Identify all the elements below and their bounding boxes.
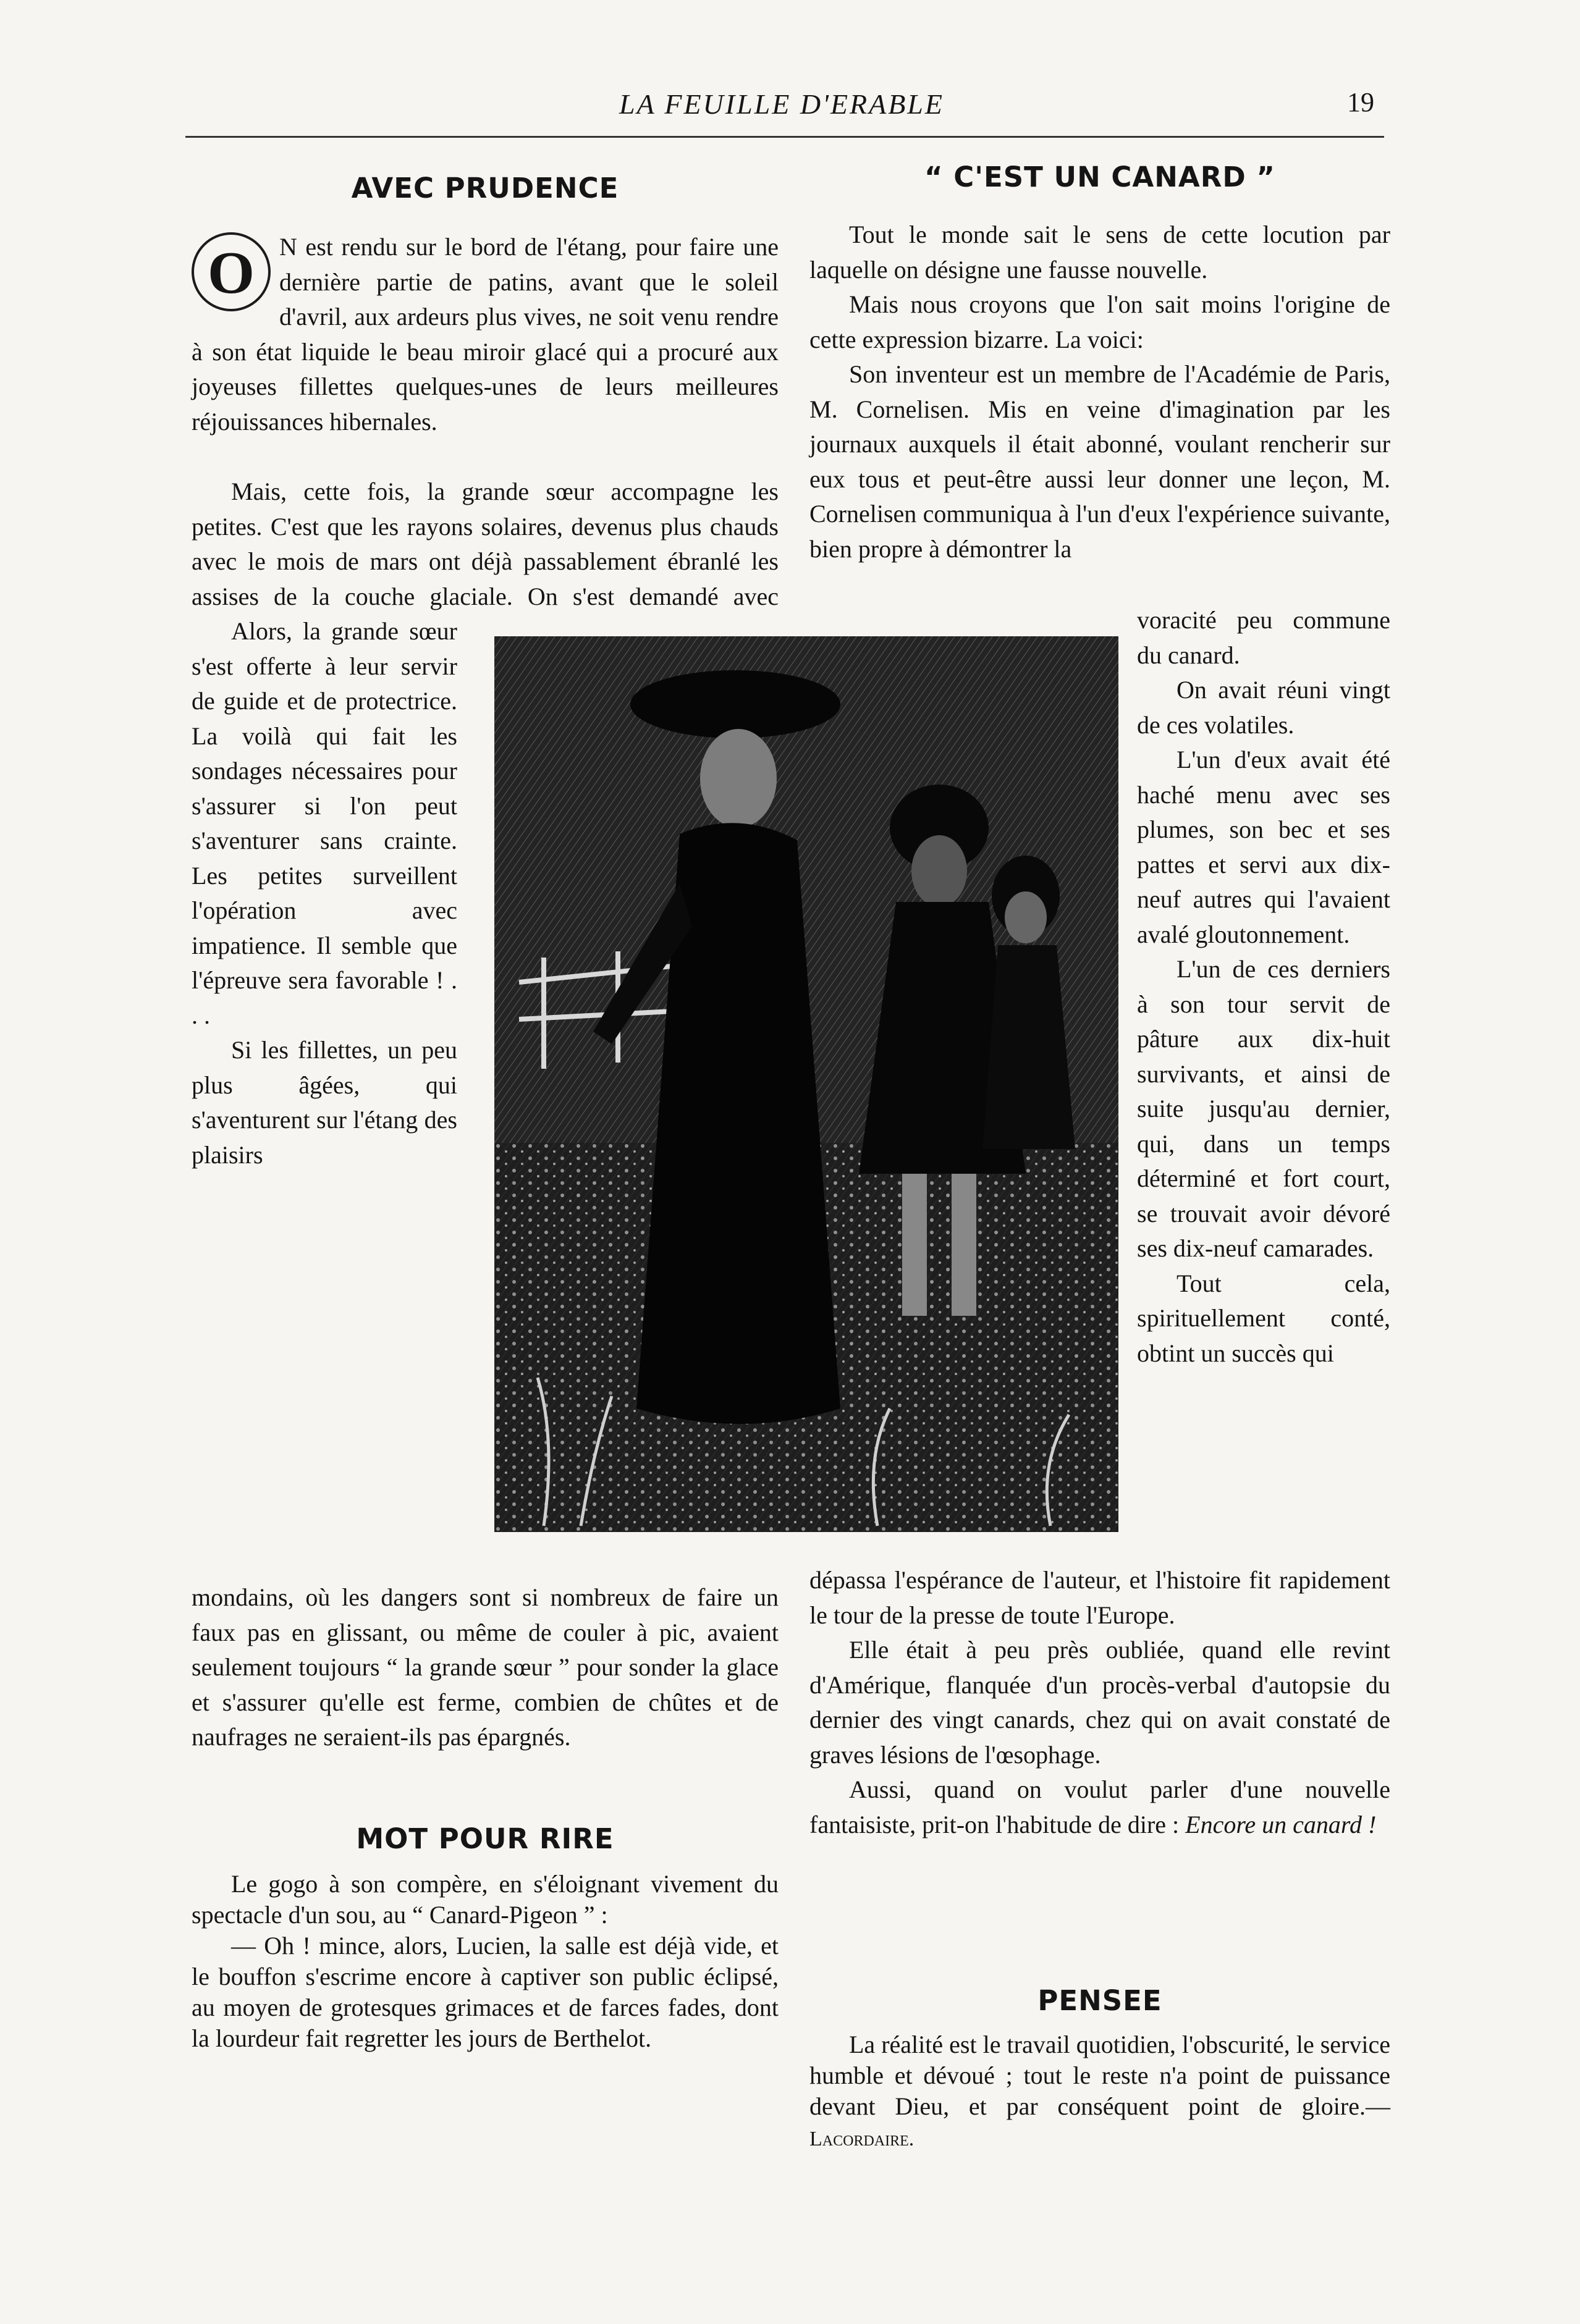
article-canard-narrow [1137,603,1390,1371]
canard-paragraph-2: Mais nous croyons que l'on sait moins l'origine de cette expression bizarre. La voici: [809,290,1390,353]
article-canard-top [809,217,1390,566]
article-avec-prudence-p2-wide [192,474,779,614]
pensee-text: La réalité est le travail quotidien, l'obscurité, le service humble et dévoué ; tout le reste n'a point de puissance devant Dieu, et par conséquent point de gloire.—Lacordaire. [809,2031,1390,2150]
canard-paragraph-7a: Tout cela, spirituellement conté, obtint un succès qui [1137,1269,1390,1367]
canard-paragraph-6: L'un de ces derniers à son tour servit de pâture aux dix-huit survivants, et ainsi de suite jusqu'au dernier, qui, dans un temps déterminé et fort court, se trouvait avoir dévoré ses dix-neuf camarades. [1137,955,1390,1262]
avec-prudence-paragraph-4a: Si les fillettes, un peu plus âgées, qui s'aventurent sur l'étang des plaisirs [192,1036,457,1169]
mot-pour-rire-paragraph-2: — Oh ! mince, alors, Lucien, la salle est déjà vide, et le bouffon s'escrime encore à captiver son public éclipsé, au moyen de grotesques grimaces et de farces fades, dont la lourdeur fait regretter les jours de Berthelot. [192,1932,779,2052]
heading-mot-pour-rire: MOT POUR RIRE [356,1822,614,1855]
heading-cest-un-canard: “ C'EST UN CANARD ” [924,161,1275,193]
heading-avec-prudence: AVEC PRUDENCE [351,172,619,204]
article-avec-prudence-top [192,230,779,439]
article-pensee [809,2029,1390,2155]
heading-pensee: PENSEE [1037,1984,1162,2017]
canard-paragraph-3a: Son inventeur est un membre de l'Académie de Paris, M. Cornelisen. Mis en veine d'imagination par les journaux auxquels il était abonné, voulant rencherir sur eux tous et peut-être aussi leur donner une leçon, M. Cornelisen communiqua à l'un d'eux l'expérience suivante, bien propre à démontrer la [809,360,1390,563]
canard-paragraph-8: Elle était à peu près oubliée, quand elle revint d'Amérique, flanquée d'un procès-verbal d'autopsie du dernier des vingt canards, chez qui on avait constaté de graves lésions de l'œsophage. [809,1636,1390,1769]
mot-pour-rire-paragraph-1: Le gogo à son compère, en s'éloignant vivement du spectacle d'un sou, au “ Canard-Pigeon ” : [192,1870,779,1929]
canard-paragraph-3b: voracité peu commune du canard. [1137,606,1390,669]
article-mot-pour-rire [192,1869,779,2054]
avec-prudence-paragraph-2: Mais, cette fois, la grande sœur accompagne les petites. C'est que les rayons solaires, devenus plus chauds avec le mois de mars ont déjà passablement ébranlé les assises de la couche glaciale. On s'est demandé avec [192,478,779,610]
dropcap-o: O [192,232,271,311]
canard-paragraph-7b: dépassa l'espérance de l'auteur, et l'histoire fit rapidement le tour de la presse de toute l'Europe. [809,1566,1390,1629]
canard-paragraph-1: Tout le monde sait le sens de cette locution par laquelle on désigne une fausse nouvelle. [809,221,1390,284]
avec-prudence-narrow-column [192,614,457,1173]
header-rule [185,136,1384,138]
avec-prudence-paragraph-3: Alors, la grande sœur s'est offerte à leur servir de guide et de protectrice. La voilà qui fait les sondages nécessaires pour s'assurer si l'on peut s'aventurer sans crainte. Les petites surveillent l'opération avec impatience. Il semble que l'épreuve sera favorable ! . . . [192,617,457,1029]
avec-prudence-paragraph-4b-block [192,1580,779,1755]
signature-lacordaire: Lacordaire. [809,2128,915,2150]
canard-paragraph-9: Aussi, quand on voulut parler d'une nouvelle fantaisiste, prit-on l'habitude de dire : Encore un canard ! [809,1775,1390,1838]
encore-un-canard: Encore un canard ! [1185,1810,1377,1838]
page-number: 19 [1347,87,1374,117]
illustration-engraving [494,636,1118,1532]
canard-paragraph-4: On avait réuni vingt de ces volatiles. [1137,676,1390,739]
running-header-title: LA FEUILLE D'ERABLE [619,88,944,120]
canard-paragraph-5: L'un d'eux avait été haché menu avec ses plumes, son bec et ses pattes et servi aux dix-neuf autres qui l'avaient avalé gloutonnement. [1137,746,1390,948]
avec-prudence-paragraph-1: N est rendu sur le bord de l'étang, pour faire une dernière partie de patins, avant que le soleil d'avril, aux ardeurs plus vives, ne soit venu rendre à son état liquide le beau miroir glacé qui a procuré aux joyeuses fillettes quelques-unes de leurs meilleures réjouissances hibernales. [192,233,779,436]
article-canard-bottom [809,1563,1390,1842]
avec-prudence-paragraph-4b: mondains, où les dangers sont si nombreux de faire un faux pas en glissant, ou même de couler à pic, avaient seulement toujours “ la grande sœur ” pour sonder la glace et s'assurer qu'elle est ferme, combien de chûtes et de naufrages ne seraient-ils pas épargnés. [192,1583,779,1751]
